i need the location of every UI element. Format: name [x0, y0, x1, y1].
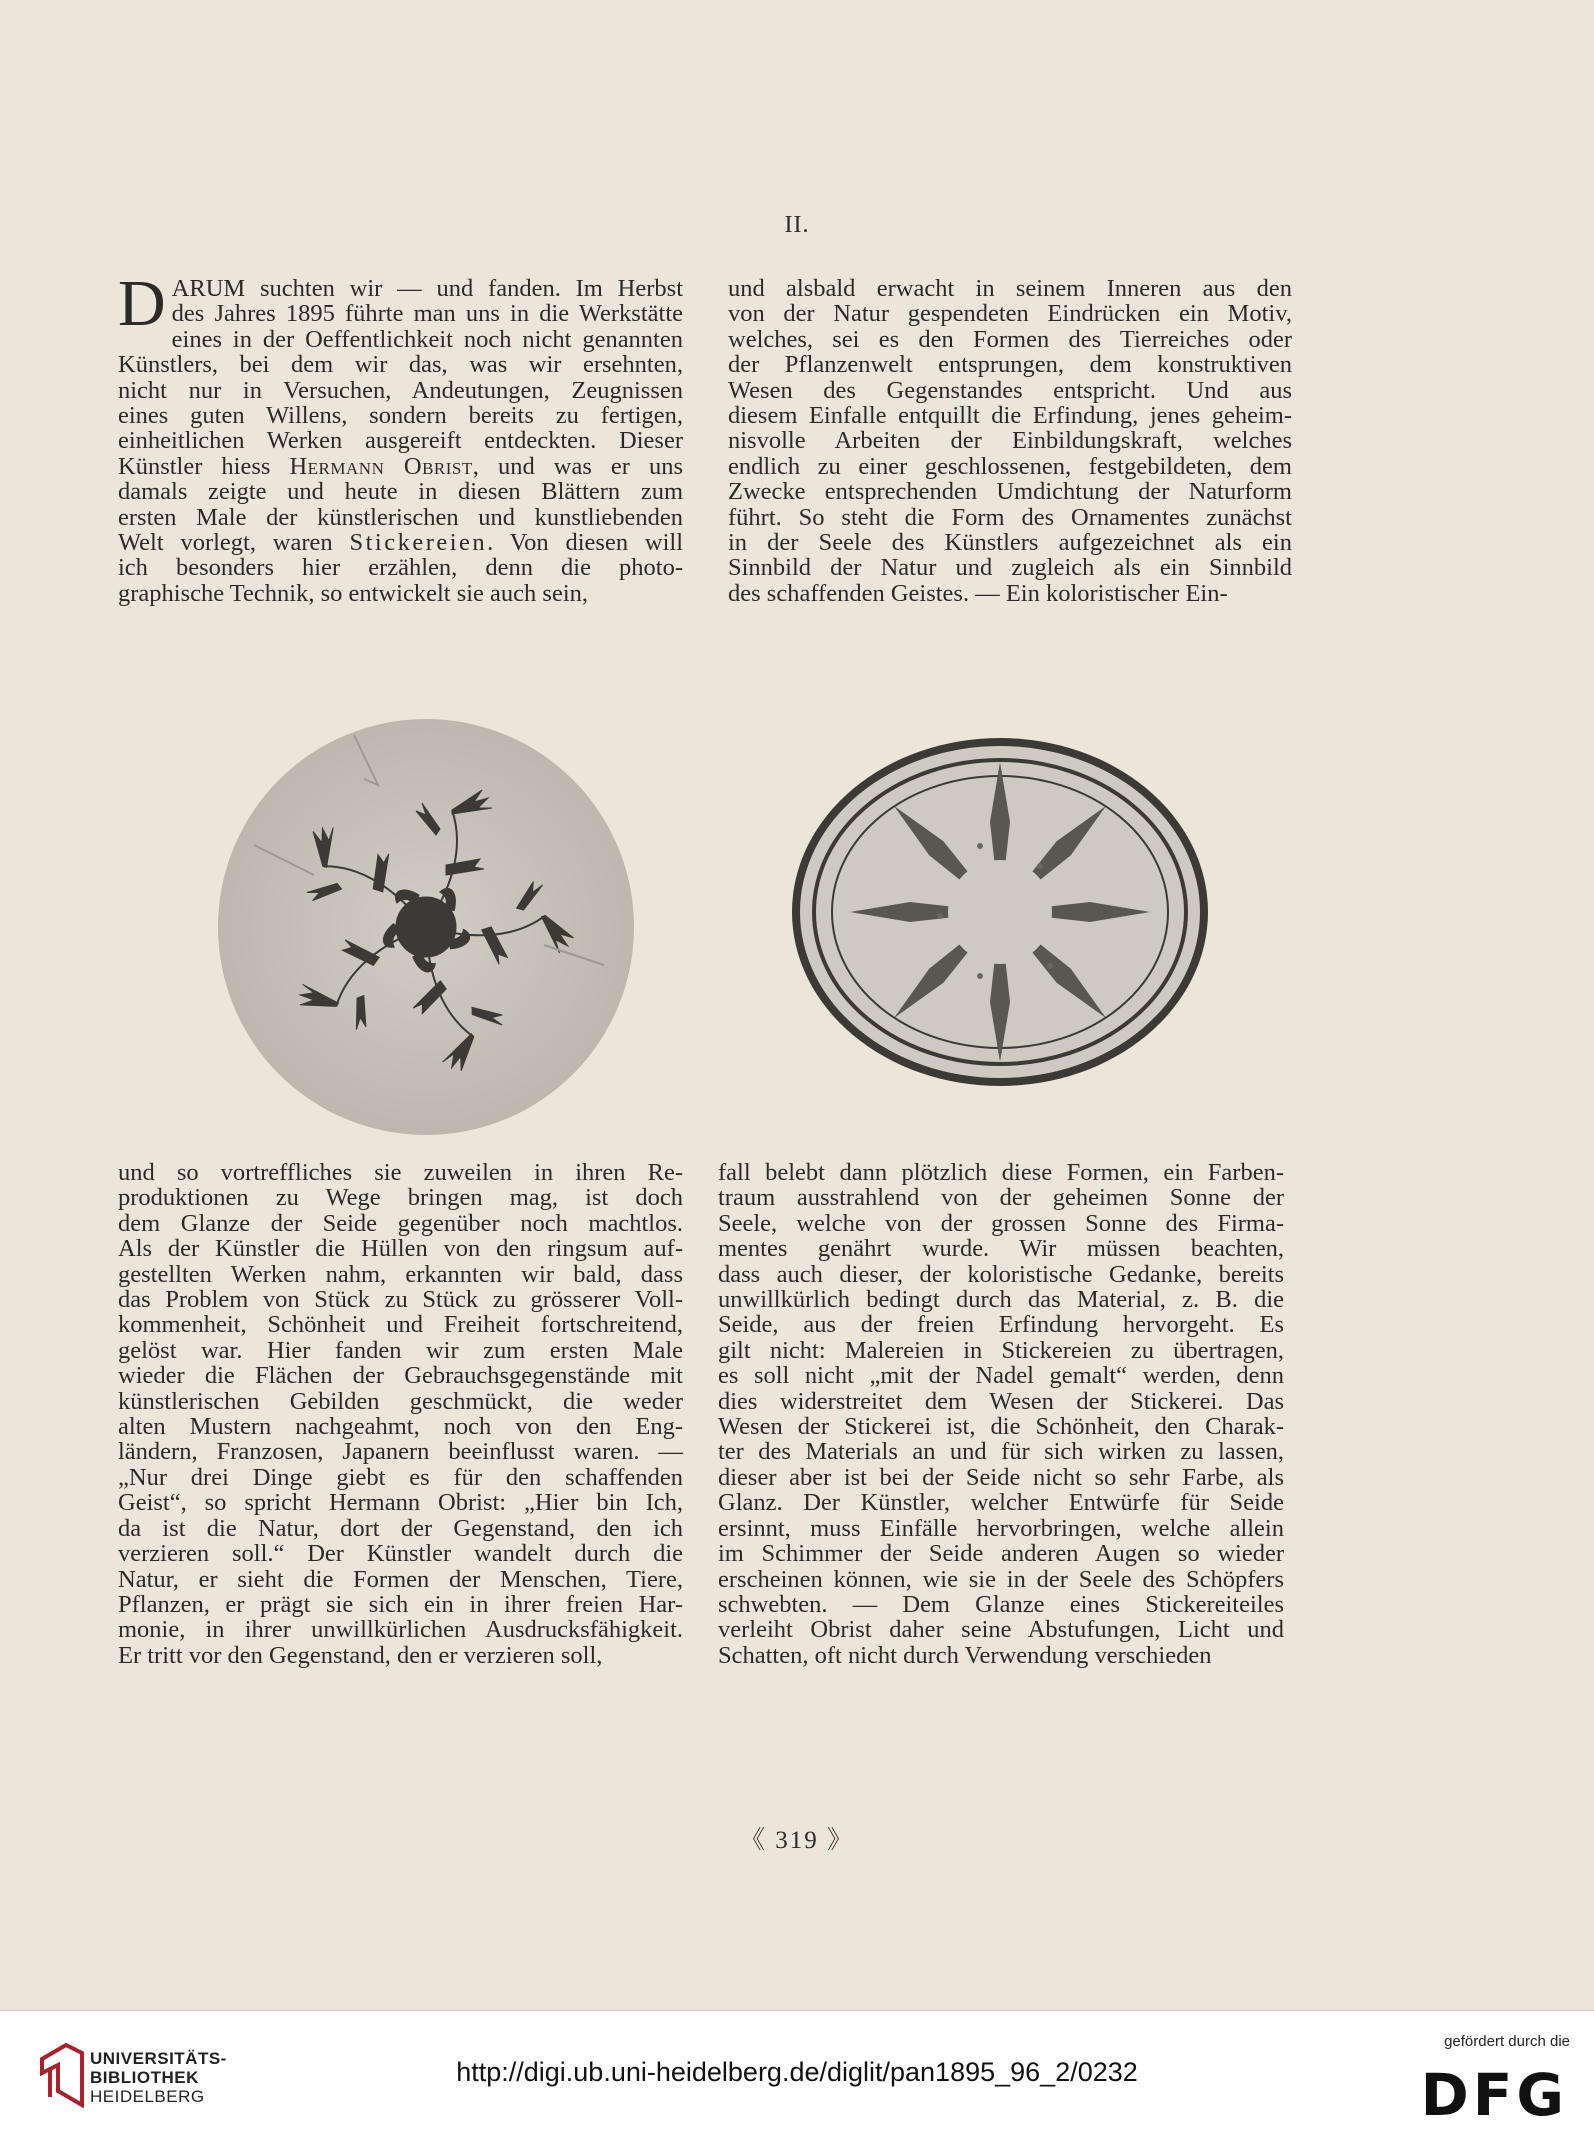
text-line: produktionen zu Wege bringen mag, ist doch: [118, 1184, 683, 1212]
text-line: ersten Male der künstlerischen und kunstliebenden: [118, 503, 683, 531]
text-line: gestellten Werken nahm, erkannten wir bald, dass: [118, 1260, 683, 1288]
text-column-bottom-right: [718, 1160, 1284, 1668]
text-line: und so vortreffliches sie zuweilen in ihren Re-: [118, 1159, 683, 1186]
text-line: ersinnt, muss Einfälle hervorbringen, welche allein: [718, 1514, 1284, 1542]
text-line: Natur, er sieht die Formen der Menschen, Tiere,: [118, 1565, 683, 1593]
text-line: gilt nicht: Malereien in Stickereien zu übertragen,: [718, 1336, 1284, 1364]
text-line: Wesen des Gegenstandes entspricht. Und aus: [728, 376, 1292, 404]
text-line: der Pflanzenwelt entsprungen, dem konstruktiven: [728, 351, 1292, 379]
text-column-top-right: [728, 276, 1292, 606]
text-line: es soll nicht „mit der Nadel gemalt“ werden, denn: [718, 1362, 1284, 1390]
text-line: dass auch dieser, der koloristische Gedanke, bereits: [718, 1260, 1284, 1288]
text-column-top-left: [118, 267, 684, 607]
section-number: II.: [784, 212, 810, 238]
text-line: damals zeigte und heute in diesen Blättern zum: [118, 478, 683, 506]
text-line: welches, sei es den Formen des Tierreiches oder: [728, 325, 1292, 353]
text-line: fall belebt dann plötzlich diese Formen, ein Farben-: [718, 1159, 1284, 1186]
text-line: gelöst war. Hier fanden wir zum ersten Male: [118, 1336, 683, 1364]
text-line: dieser aber ist bei der Seide nicht so sehr Farbe, als: [718, 1463, 1284, 1491]
text-column-bottom-left: [118, 1160, 683, 1668]
text-line: dies widerstreitet dem Wesen der Stickerei. Das: [718, 1387, 1284, 1415]
text-line: da ist die Natur, dort der Gegenstand, den ich: [118, 1514, 683, 1542]
text-line: Er tritt vor den Gegenstand, den er verzieren soll,: [118, 1641, 603, 1669]
text-line: erscheinen können, wie sie in der Seele des Schöpfers: [718, 1565, 1284, 1593]
text-line: in der Seele des Künstlers aufgezeichnet als ein: [728, 529, 1292, 557]
artist-name: Hermann Obrist: [289, 452, 473, 480]
dfg-logo: DFG: [1420, 2061, 1568, 2129]
digitization-footer: [0, 2010, 1594, 2148]
text-line: nisvolle Arbeiten der Einbildungskraft, welches: [728, 427, 1292, 455]
text-line: dem Glanze der Seide gegenüber noch machtlos.: [118, 1209, 683, 1237]
text-line: schwebten. — Dem Glanze eines Stickereiteiles: [718, 1590, 1284, 1618]
text-fragment: Welt vorlegt, waren: [118, 529, 350, 557]
library-name-line: UNIVERSITÄTS-: [90, 2049, 227, 2068]
text-line: kommenheit, Schönheit und Freiheit fortschreitend,: [118, 1311, 683, 1339]
source-url-link[interactable]: http://digi.ub.uni-heidelberg.de/diglit/pan1895_96_2/0232: [456, 2057, 1138, 2087]
text-line: Wesen der Stickerei ist, die Schönheit, den Charak-: [718, 1413, 1284, 1441]
text-line: im Schimmer der Seide anderen Augen so wieder: [718, 1540, 1284, 1568]
text-line: künstlerischen Gebilden geschmückt, die weder: [118, 1387, 683, 1415]
library-name-line: HEIDELBERG: [90, 2087, 205, 2106]
text-line: von der Natur gespendeten Eindrücken ein Motiv,: [728, 300, 1292, 328]
text-line: ter des Materials an und für sich wirken zu lassen,: [718, 1438, 1284, 1466]
text-line: „Nur drei Dinge giebt es für den schaffenden: [118, 1463, 683, 1491]
page-number: 《 319 》: [739, 1827, 854, 1854]
text-line: [118, 454, 683, 479]
text-fragment: , und was er uns: [472, 452, 684, 480]
text-line: graphische Technik, so entwickelt sie auch sein,: [118, 579, 588, 607]
text-line: einheitlichen Werken ausgereift entdeckten. Dieser: [118, 427, 683, 455]
text-line: ARUM suchten wir — und fanden. Im Herbst: [171, 275, 683, 302]
text-line: eines in der Oeffentlichkeit noch nicht genannten: [171, 325, 683, 353]
text-line: traum ausstrahlend von der geheimen Sonne der: [718, 1184, 1284, 1212]
text-line: Glanz. Der Künstler, welcher Entwürfe für Seide: [718, 1489, 1284, 1517]
text-line: Sinnbild der Natur und zugleich als ein Sinnbild: [728, 554, 1292, 582]
text-line: wieder die Flächen der Gebrauchsgegenstände mit: [118, 1362, 683, 1390]
text-line: und alsbald erwacht in seinem Inneren aus den: [728, 275, 1292, 302]
text-line: Schatten, oft nicht durch Verwendung verschieden: [718, 1641, 1212, 1669]
text-line: verzieren soll.“ Der Künstler wandelt durch die: [118, 1540, 683, 1568]
text-fragment: Künstler hiess: [118, 452, 290, 480]
text-line: monie, in ihrer unwillkürlichen Ausdrucksfähigkeit.: [118, 1616, 683, 1644]
text-line: das Problem von Stück zu Stück zu grösserer Voll-: [118, 1286, 683, 1314]
text-line: alten Mustern nachgeahmt, noch von den Eng-: [118, 1413, 683, 1441]
text-line: unwillkürlich bedingt durch das Material, z. B. die: [718, 1286, 1284, 1314]
text-line: endlich zu einer geschlossenen, festgebildeten, dem: [728, 452, 1292, 480]
text-line: des Jahres 1895 führte man uns in die Werkstätte: [171, 300, 683, 328]
text-line: diesem Einfalle entquillt die Erfindung, jenes geheim-: [728, 402, 1292, 430]
text-line: mentes genährt wurde. Wir müssen beachten,: [718, 1235, 1284, 1263]
star-embroidery-plate: [790, 736, 1210, 1088]
text-line: Künstlers, bei dem wir das, was wir ersehnten,: [118, 351, 683, 379]
text-line: nicht nur in Versuchen, Andeutungen, Zeugnissen: [118, 376, 683, 404]
text-line: ich besonders hier erzählen, denn die photo-: [118, 554, 683, 582]
text-line: Als der Künstler die Hüllen von den ringsum auf-: [118, 1235, 683, 1263]
text-line: Seele, welche von der grossen Sonne des Firma-: [718, 1209, 1284, 1237]
funding-label: gefördert durch die: [1444, 2033, 1570, 2050]
spaced-word: Stickereien: [349, 529, 488, 557]
text-line: eines guten Willens, sondern bereits zu fertigen,: [118, 402, 683, 430]
text-fragment: . Von diesen will: [487, 529, 683, 557]
library-name-line: BIBLIOTHEK: [90, 2068, 199, 2087]
text-line: verleiht Obrist daher seine Abstufungen, Licht und: [718, 1616, 1284, 1644]
text-line: Pflanzen, er prägt sie sich ein in ihrer freien Har-: [118, 1590, 683, 1618]
thistle-embroidery-plate: [214, 715, 638, 1139]
text-line: des schaffenden Geistes. — Ein koloristischer Ein-: [728, 579, 1228, 607]
text-line: Zwecke entsprechenden Umdichtung der Naturform: [728, 478, 1292, 506]
text-line: [118, 530, 683, 555]
text-line: Seide, aus der freien Erfindung hervorgeht. Es: [718, 1311, 1284, 1339]
drop-cap: D: [118, 267, 166, 340]
text-line: Geist“, so spricht Hermann Obrist: „Hier bin Ich,: [118, 1489, 683, 1517]
text-line: ländern, Franzosen, Japanern beeinflusst waren. —: [118, 1438, 683, 1466]
text-line: führt. So steht die Form des Ornamentes zunächst: [728, 503, 1292, 531]
